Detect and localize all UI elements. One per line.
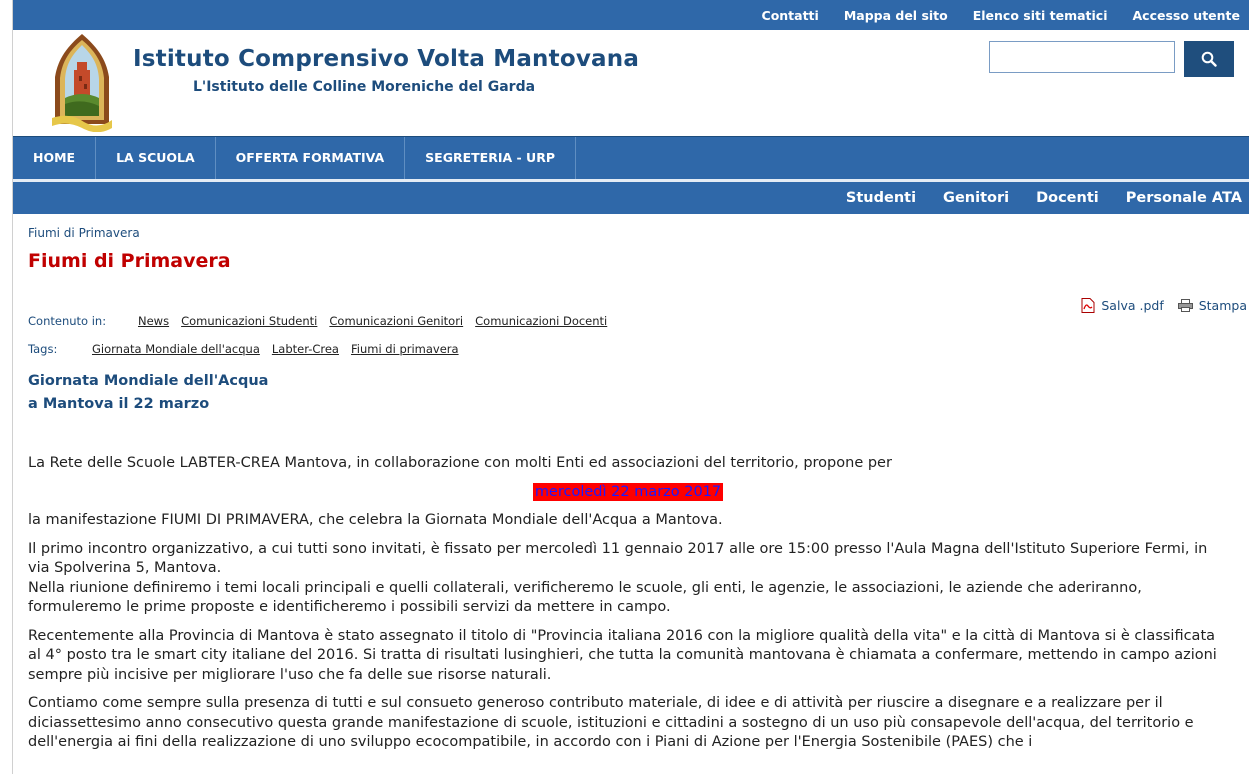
nav-item-la-scuola[interactable]: LA SCUOLA [96,137,216,179]
topbar-link-accesso-utente[interactable]: Accesso utente [1132,7,1240,23]
print-label: Stampa [1198,298,1247,313]
save-pdf-label: Salva .pdf [1101,298,1164,313]
page-title: Fiumi di Primavera [28,250,231,272]
topbar-link-contatti[interactable]: Contatti [761,7,819,23]
audience-navigation [13,182,1249,214]
tag-link-giornata-mondiale[interactable]: Giornata Mondiale dell'acqua [92,342,260,356]
article-subheading [28,370,268,416]
paragraph-closing: Contiamo come sempre sulla presenza di tutti e sul consueto generoso contributo materiale, di idee e di attività per riuscire a disegnare e a realizzare per il diciassettesimo anno consecutivo questa grande manifestazione di scuole, istituzioni e cittadini a sostegno di un uso più consapevole dell'acqua, del territorio e dell'energia ai fini della realizzazione di uno sviluppo ecocompatibile, in accordo con i Piani di Azione per l'Energia Sostenibile (PAES) che i [28,695,1194,750]
content-categories [28,314,619,328]
meeting-sentence: Il primo incontro organizzativo, a cui tutti sono invitati, è fissato per mercoledì 11 gennaio 2017 alle ore 15:00 presso l'Aula Magna dell'Istituto Superiore Fermi, in via Spolverina 5, Mantova. [28,540,1208,576]
save-pdf-link[interactable] [1081,298,1163,313]
nav-item-segreteria-urp[interactable]: SEGRETERIA - URP [405,137,576,179]
category-link-comunicazioni-genitori[interactable]: Comunicazioni Genitori [329,314,464,328]
site-subtitle: L'Istituto delle Colline Moreniche del Garda [193,79,536,95]
main-navigation [13,136,1249,179]
utility-bar [13,0,1249,30]
tag-link-fiumi-di-primavera[interactable]: Fiumi di primavera [350,342,459,356]
paragraph-intro: La Rete delle Scuole LABTER-CREA Mantova, in collaborazione con molti Enti ed associazioni del territorio, propone per [28,455,892,471]
subheading-line-2: a Mantova il 22 marzo [28,396,210,412]
audience-item-studenti[interactable]: Studenti [845,190,917,206]
school-logo-icon[interactable] [50,32,114,132]
highlighted-date-line [28,483,1228,503]
article-body [28,454,1228,762]
tags [28,342,471,356]
site-title[interactable]: Istituto Comprensivo Volta Mantovana [133,46,640,72]
paragraph-event: la manifestazione FIUMI DI PRIMAVERA, che celebra la Giornata Mondiale dell'Acqua a Mantova. [28,512,723,528]
topbar-link-elenco-siti-tematici[interactable]: Elenco siti tematici [972,7,1108,23]
audience-item-genitori[interactable]: Genitori [943,190,1010,206]
subheading-line-1: Giornata Mondiale dell'Acqua [28,373,269,389]
print-link[interactable] [1178,298,1247,313]
topbar-link-mappa-del-sito[interactable]: Mappa del sito [843,7,948,23]
page [12,0,1249,774]
tags-label: Tags: [28,342,58,356]
breadcrumb[interactable]: Fiumi di Primavera [28,226,140,240]
highlighted-date: mercoledì 22 marzo 2017 [534,483,722,500]
printer-icon [1178,299,1193,312]
paragraph-meeting [28,540,1228,618]
meeting-details: Nella riunione definiremo i temi locali principali e quelli collaterali, verificheremo le scuole, gli enti, le agenzie, le associazioni, le aziende che aderiranno, formuleremo le prime proposte e identificheremo i possibili servizi da mettere in campo. [28,579,1142,615]
category-link-news[interactable]: News [138,314,170,328]
paragraph-province: Recentemente alla Provincia di Mantova è stato assegnato il titolo di "Provincia italiana 2016 con la migliore qualità della vita" e la città di Mantova si è classificata al 4° posto tra le smart city italiane del 2016. Si tratta di risultati lusinghieri, che tutta la comunità mantovana è chiamata a confermare, mettendo in campo azioni sempre più incisive per migliorare l'uso che fa delle sue risorse naturali. [28,627,1217,683]
site-header [13,30,1249,136]
search-button[interactable] [1184,41,1234,77]
nav-item-home[interactable]: HOME [13,137,96,179]
audience-item-docenti[interactable]: Docenti [1036,190,1099,206]
category-link-comunicazioni-docenti[interactable]: Comunicazioni Docenti [475,314,608,328]
nav-item-offerta-formativa[interactable]: OFFERTA FORMATIVA [216,137,406,179]
pdf-icon [1081,298,1095,313]
category-link-comunicazioni-studenti[interactable]: Comunicazioni Studenti [181,314,318,328]
content-label: Contenuto in: [28,314,107,328]
tag-link-labter-crea[interactable]: Labter-Crea [271,342,339,356]
search-icon [1201,51,1217,67]
article-tools [1067,298,1247,313]
search-input[interactable] [989,41,1175,73]
audience-item-personale-ata[interactable]: Personale ATA [1125,190,1242,206]
